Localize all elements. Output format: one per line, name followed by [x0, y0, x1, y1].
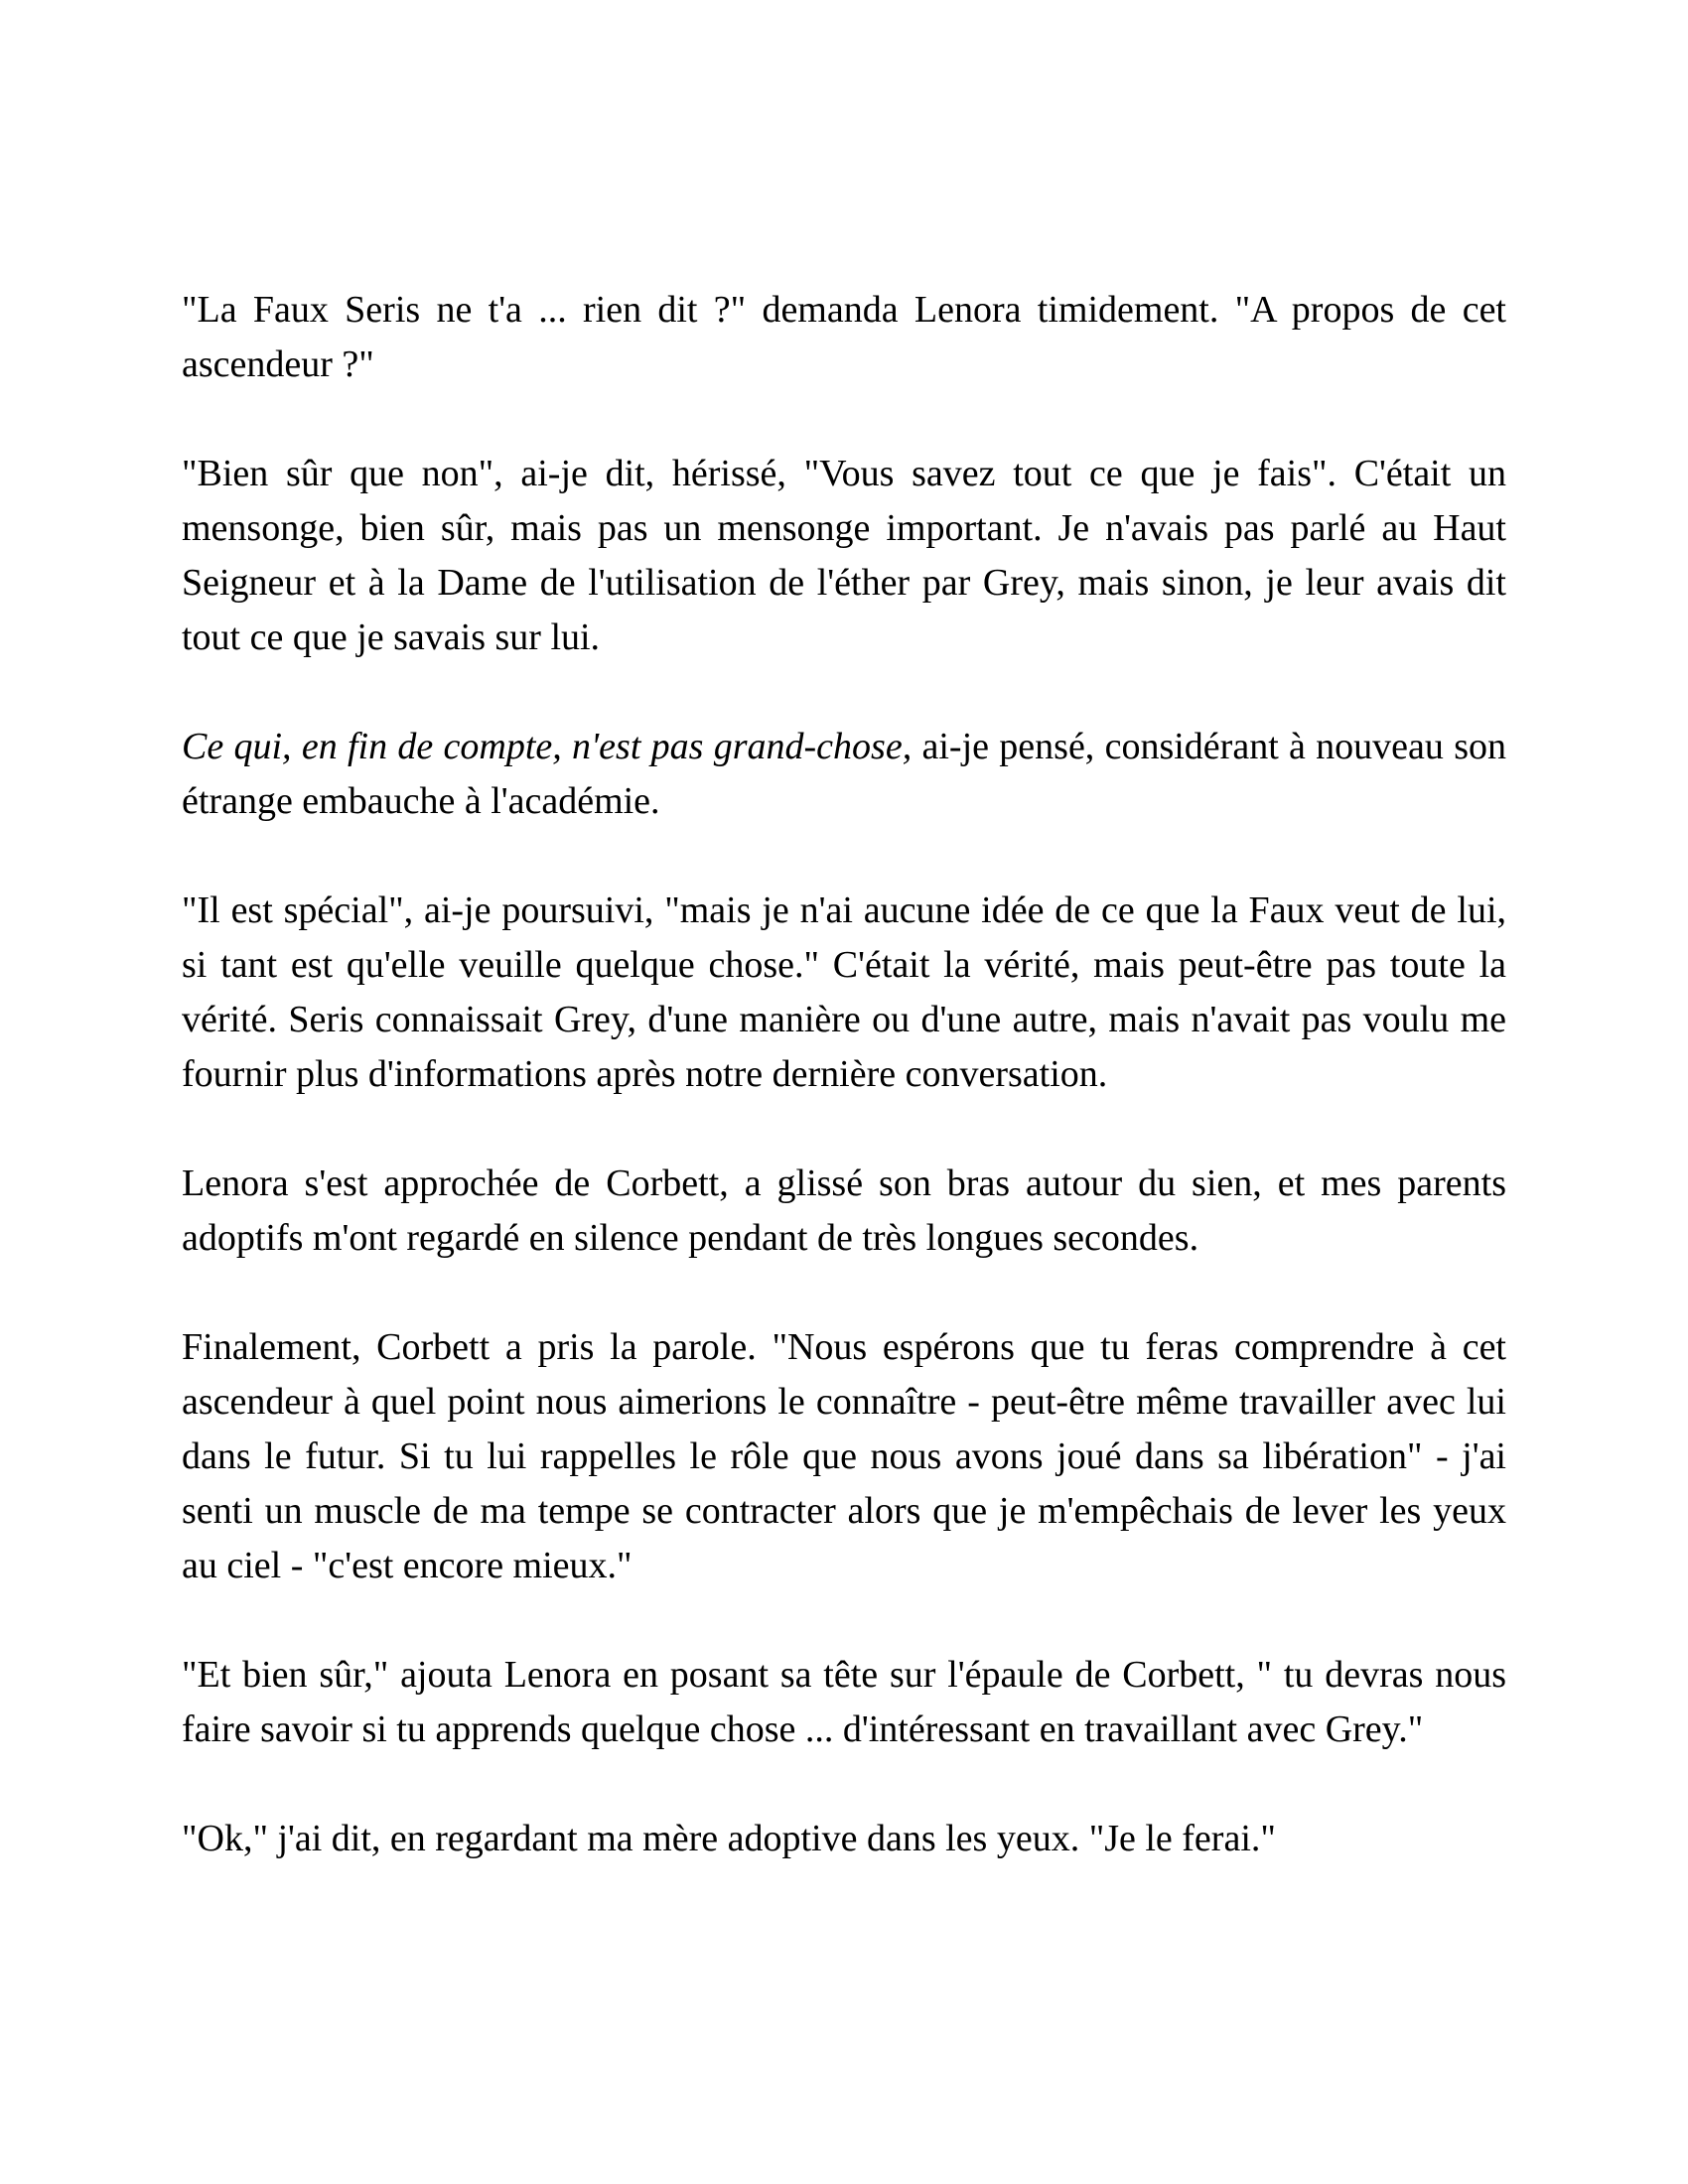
text-segment: Finalement, Corbett a pris la parole. "Nous espérons que tu feras comprendre à cet ascendeur à quel point nous aimerions le connaître - peut-être même travailler avec lui dans le futur. Si tu lui rappelles le rôle que nous avons joué dans sa libération" - j'ai senti un muscle de ma tempe se contracter alors que je m'empêchais de lever les yeux au ciel - "c'est encore mieux." — [182, 1326, 1506, 1586]
text-segment: Lenora s'est approchée de Corbett, a glissé son bras autour du sien, et mes parents adoptifs m'ont regardé en silence pendant de très longues secondes. — [182, 1162, 1506, 1259]
paragraph-6 — [182, 1320, 1506, 1593]
page-text — [182, 283, 1506, 1866]
text-segment: "Bien sûr que non", ai-je dit, hérissé, "Vous savez tout ce que je fais". C'était un mensonge, bien sûr, mais pas un mensonge important. Je n'avais pas parlé au Haut Seigneur et à la Dame de l'utilisation de l'éther par Grey, mais sinon, je leur avais dit tout ce que je savais sur lui. — [182, 453, 1506, 658]
text-segment: "Il est spécial", ai-je poursuivi, "mais je n'ai aucune idée de ce que la Faux veut de lui, si tant est qu'elle veuille quelque chose." C'était la vérité, mais peut-être pas toute la vérité. Seris connaissait Grey, d'une manière ou d'une autre, mais n'avait pas voulu me fournir plus d'informations après notre dernière conversation. — [182, 889, 1506, 1095]
paragraph-5 — [182, 1157, 1506, 1266]
paragraph-4 — [182, 884, 1506, 1102]
paragraph-8 — [182, 1812, 1506, 1866]
paragraph-1 — [182, 283, 1506, 392]
paragraph-3 — [182, 720, 1506, 829]
text-segment: "La Faux Seris ne t'a ... rien dit ?" demanda Lenora timidement. "A propos de cet ascendeur ?" — [182, 289, 1506, 385]
italic-text-segment: Ce qui, en fin de compte, n'est pas grand-chose, — [182, 726, 913, 767]
text-segment: "Et bien sûr," ajouta Lenora en posant sa tête sur l'épaule de Corbett, " tu devras nous faire savoir si tu apprends quelque chose ... d'intéressant en travaillant avec Grey." — [182, 1654, 1506, 1750]
text-segment: "Ok," j'ai dit, en regardant ma mère adoptive dans les yeux. "Je le ferai." — [182, 1818, 1276, 1859]
paragraph-2 — [182, 447, 1506, 665]
text-segment: ai-je pensé, considérant à nouveau son étrange embauche à l'académie. — [182, 726, 1506, 822]
paragraph-7 — [182, 1648, 1506, 1757]
